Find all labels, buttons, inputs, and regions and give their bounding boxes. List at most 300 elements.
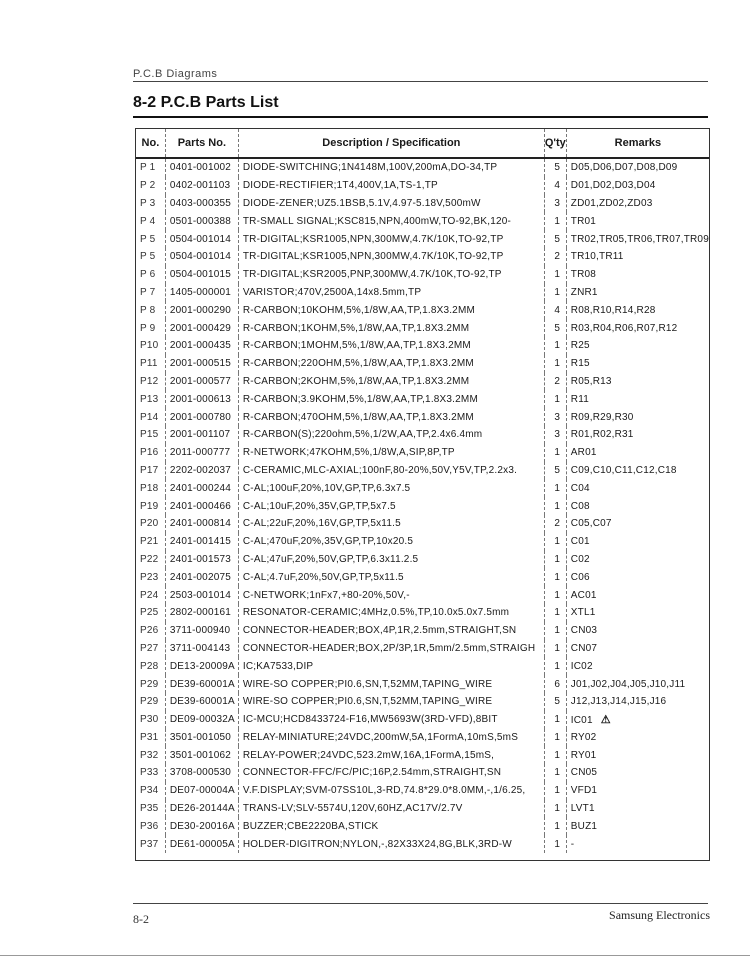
cell-description-text: RELAY-POWER;24VDC,523.2mW,16A,1FormA,15mS,	[242, 749, 495, 761]
cell-description	[238, 586, 544, 604]
cell-remarks-text: C05,C07	[570, 518, 612, 530]
cell-no-text: P36	[140, 820, 159, 832]
cell-no-text: P28	[140, 660, 159, 672]
table-row	[136, 729, 709, 747]
table-row	[136, 266, 709, 284]
cell-remarks	[566, 444, 709, 462]
cell-no-text: P19	[140, 500, 159, 512]
cell-no	[136, 479, 165, 497]
cell-remarks	[566, 764, 709, 782]
table-row	[136, 622, 709, 640]
cell-remarks-text: IC01	[570, 715, 593, 727]
cell-remarks	[566, 479, 709, 497]
header-qty: Q'ty	[544, 129, 566, 158]
header-remarks: Remarks	[566, 129, 709, 158]
cell-description-text: TRANS-LV;SLV-5574U,120V,60HZ,AC17V/2.7V	[242, 803, 463, 815]
cell-qty-text: 1	[554, 785, 561, 797]
cell-description-text: CONNECTOR-HEADER;BOX,4P,1R,2.5mm,STRAIGHT,SN	[242, 625, 517, 637]
cell-no	[136, 711, 165, 729]
cell-no	[136, 195, 165, 213]
cell-description-text: RELAY-MINIATURE;24VDC,200mW,5A,1FormA,10mS,5mS	[242, 731, 519, 743]
cell-qty	[544, 711, 566, 729]
cell-qty	[544, 426, 566, 444]
table-row	[136, 408, 709, 426]
cell-parts-no-text: 0501-000388	[169, 215, 231, 227]
cell-no	[136, 729, 165, 747]
cell-remarks-text: RY01	[570, 749, 597, 761]
table-row	[136, 462, 709, 480]
cell-parts-no	[165, 230, 238, 248]
cell-no	[136, 230, 165, 248]
cell-parts-no	[165, 586, 238, 604]
cell-parts-no	[165, 782, 238, 800]
cell-parts-no-text: 0402-001103	[169, 180, 231, 192]
cell-description	[238, 693, 544, 711]
cell-remarks	[566, 266, 709, 284]
cell-remarks	[566, 301, 709, 319]
cell-no-text: P16	[140, 447, 159, 459]
cell-qty-text: 3	[554, 429, 561, 441]
cell-description-text: R-NETWORK;47KOHM,5%,1/8W,A,SIP,8P,TP	[242, 447, 455, 459]
cell-qty-text: 5	[554, 322, 561, 334]
cell-remarks-text: R05,R13	[570, 375, 612, 387]
cell-parts-no	[165, 337, 238, 355]
cell-no	[136, 390, 165, 408]
cell-parts-no-text: 3711-004143	[169, 642, 231, 654]
table-row	[136, 711, 709, 729]
table-row	[136, 319, 709, 337]
cell-parts-no-text: 2401-001573	[169, 553, 231, 565]
cell-parts-no	[165, 746, 238, 764]
cell-parts-no	[165, 533, 238, 551]
cell-remarks	[566, 177, 709, 195]
cell-no	[136, 248, 165, 266]
cell-qty	[544, 622, 566, 640]
cell-description	[238, 568, 544, 586]
cell-parts-no-text: 1405-000001	[169, 286, 231, 298]
cell-remarks-text: IC02	[570, 660, 593, 672]
cell-no-text: P22	[140, 553, 159, 565]
cell-parts-no-text: 2401-000466	[169, 500, 231, 512]
cell-parts-no	[165, 622, 238, 640]
cell-description	[238, 301, 544, 319]
cell-parts-no-text: 0504-001015	[169, 269, 231, 281]
cell-remarks	[566, 284, 709, 302]
cell-remarks	[566, 337, 709, 355]
cell-parts-no-text: DE61-00005A	[169, 838, 235, 850]
cell-no	[136, 764, 165, 782]
cell-remarks	[566, 675, 709, 693]
cell-remarks	[566, 782, 709, 800]
cell-parts-no	[165, 301, 238, 319]
cell-no	[136, 462, 165, 480]
table-row	[136, 248, 709, 266]
cell-no	[136, 835, 165, 853]
cell-description-text: R-CARBON;220OHM,5%,1/8W,AA,TP,1.8X3.2MM	[242, 358, 474, 370]
header-description: Description / Specification	[238, 129, 544, 158]
cell-parts-no-text: 2401-000814	[169, 518, 231, 530]
cell-remarks	[566, 604, 709, 622]
cell-parts-no	[165, 248, 238, 266]
table-row	[136, 604, 709, 622]
table-row	[136, 479, 709, 497]
cell-description-text: R-CARBON;2KOHM,5%,1/8W,AA,TP,1.8X3.2MM	[242, 375, 470, 387]
table-row	[136, 640, 709, 658]
cell-qty	[544, 746, 566, 764]
page-number: 8-2	[133, 912, 149, 926]
cell-remarks-text: J01,J02,J04,J05,J10,J11	[570, 678, 686, 690]
cell-parts-no	[165, 657, 238, 675]
table-row	[136, 284, 709, 302]
cell-qty	[544, 195, 566, 213]
cell-qty-text: 1	[554, 625, 561, 637]
cell-remarks	[566, 568, 709, 586]
cell-qty	[544, 373, 566, 391]
cell-no	[136, 800, 165, 818]
cell-no-text: P 7	[140, 286, 156, 298]
cell-qty-text: 1	[554, 803, 561, 815]
table-row	[136, 301, 709, 319]
table-row	[136, 426, 709, 444]
cell-description-text: C-AL;47uF,20%,50V,GP,TP,6.3x11.2.5	[242, 553, 419, 565]
cell-parts-no	[165, 266, 238, 284]
cell-description-text: C-CERAMIC,MLC-AXIAL;100nF,80-20%,50V,Y5V,TP,2.2x3.	[242, 464, 518, 476]
cell-remarks-text: LVT1	[570, 803, 595, 815]
cell-remarks-text: D01,D02,D03,D04	[570, 180, 656, 192]
cell-description-text: TR-SMALL SIGNAL;KSC815,NPN,400mW,TO-92,BK,120-	[242, 215, 512, 227]
cell-no	[136, 622, 165, 640]
table-row	[136, 533, 709, 551]
cell-remarks-text: R09,R29,R30	[570, 411, 634, 423]
cell-parts-no-text: 3711-000940	[169, 625, 231, 637]
cell-qty	[544, 462, 566, 480]
cell-remarks	[566, 390, 709, 408]
cell-description-text: TR-DIGITAL;KSR2005,PNP,300MW,4.7K/10K,TO-92,TP	[242, 269, 502, 281]
cell-qty	[544, 657, 566, 675]
cell-qty-text: 1	[554, 749, 561, 761]
cell-no	[136, 551, 165, 569]
bottom-rule	[0, 955, 750, 956]
cell-description	[238, 319, 544, 337]
cell-qty	[544, 497, 566, 515]
cell-no-text: P31	[140, 731, 159, 743]
cell-remarks	[566, 230, 709, 248]
cell-parts-no	[165, 212, 238, 230]
cell-qty-text: 1	[554, 482, 561, 494]
cell-no	[136, 604, 165, 622]
cell-no	[136, 158, 165, 177]
cell-no	[136, 586, 165, 604]
cell-remarks	[566, 800, 709, 818]
cell-qty-text: 3	[554, 197, 561, 209]
table-row	[136, 515, 709, 533]
cell-qty	[544, 675, 566, 693]
cell-qty	[544, 444, 566, 462]
cell-description	[238, 479, 544, 497]
cell-no-text: P12	[140, 375, 159, 387]
parts-table	[136, 129, 709, 853]
cell-parts-no	[165, 426, 238, 444]
cell-parts-no	[165, 195, 238, 213]
cell-no	[136, 640, 165, 658]
cell-remarks	[566, 693, 709, 711]
cell-parts-no	[165, 764, 238, 782]
cell-no	[136, 515, 165, 533]
cell-description-text: C-AL;22uF,20%,16V,GP,TP,5x11.5	[242, 518, 401, 530]
cell-remarks	[566, 551, 709, 569]
cell-qty	[544, 408, 566, 426]
header-no: No.	[136, 129, 165, 158]
cell-remarks	[566, 426, 709, 444]
cell-parts-no-text: DE39-60001A	[169, 678, 235, 690]
cell-remarks-text: C02	[570, 553, 590, 565]
table-row	[136, 230, 709, 248]
cell-remarks-text: C08	[570, 500, 590, 512]
cell-parts-no-text: DE09-00032A	[169, 714, 235, 726]
cell-parts-no	[165, 462, 238, 480]
cell-description	[238, 533, 544, 551]
cell-no-text: P14	[140, 411, 159, 423]
cell-no-text: P 3	[140, 197, 156, 209]
footer-rule	[133, 903, 708, 904]
cell-description	[238, 800, 544, 818]
cell-no-text: P18	[140, 482, 159, 494]
title-rule	[133, 116, 708, 118]
cell-qty-text: 4	[554, 180, 561, 192]
cell-qty	[544, 515, 566, 533]
cell-qty	[544, 693, 566, 711]
cell-remarks-text: VFD1	[570, 785, 598, 797]
cell-remarks	[566, 515, 709, 533]
cell-qty	[544, 782, 566, 800]
cell-remarks-text: C01	[570, 536, 590, 548]
cell-qty	[544, 568, 566, 586]
cell-remarks	[566, 533, 709, 551]
cell-qty-text: 1	[554, 286, 561, 298]
cell-parts-no	[165, 800, 238, 818]
cell-parts-no-text: DE26-20144A	[169, 803, 235, 815]
cell-no	[136, 266, 165, 284]
cell-remarks-text: TR02,TR05,TR06,TR07,TR09	[570, 233, 709, 245]
header-rule	[133, 81, 708, 82]
cell-description-text: R-CARBON;1MOHM,5%,1/8W,AA,TP,1.8X3.2MM	[242, 340, 471, 352]
cell-qty-text: 1	[554, 447, 561, 459]
table-row	[136, 817, 709, 835]
cell-qty	[544, 551, 566, 569]
cell-description-text: DIODE-SWITCHING;1N4148M,100V,200mA,DO-34,TP	[242, 162, 498, 174]
table-row	[136, 390, 709, 408]
cell-remarks-text: ZNR1	[570, 286, 598, 298]
cell-qty-text: 1	[554, 269, 561, 281]
cell-description	[238, 408, 544, 426]
cell-description-text: R-CARBON;470OHM,5%,1/8W,AA,TP,1.8X3.2MM	[242, 411, 474, 423]
cell-remarks-text: BUZ1	[570, 820, 598, 832]
cell-qty-text: 1	[554, 767, 561, 779]
cell-description	[238, 248, 544, 266]
cell-remarks-text: C06	[570, 571, 590, 583]
cell-remarks-text: XTL1	[570, 607, 596, 619]
cell-no	[136, 355, 165, 373]
cell-description	[238, 782, 544, 800]
cell-no-text: P11	[140, 358, 158, 370]
cell-parts-no-text: 2401-001415	[169, 536, 231, 548]
cell-parts-no	[165, 729, 238, 747]
cell-parts-no	[165, 568, 238, 586]
cell-description	[238, 230, 544, 248]
cell-qty-text: 1	[554, 571, 561, 583]
cell-qty-text: 2	[554, 518, 561, 530]
cell-no-text: P23	[140, 571, 159, 583]
cell-description	[238, 515, 544, 533]
cell-description-text: VARISTOR;470V,2500A,14x8.5mm,TP	[242, 286, 422, 298]
table-body	[136, 158, 709, 853]
cell-no	[136, 337, 165, 355]
cell-no-text: P34	[140, 785, 159, 797]
cell-parts-no	[165, 711, 238, 729]
cell-remarks	[566, 212, 709, 230]
cell-description-text: V.F.DISPLAY;SVM-07SS10L,3-RD,74.8*29.0*8.0MM,-,1/6.25,	[242, 785, 526, 797]
cell-no-text: P 5	[140, 233, 156, 245]
cell-description-text: C-AL;4.7uF,20%,50V,GP,TP,5x11.5	[242, 571, 404, 583]
table-row	[136, 212, 709, 230]
cell-no-text: P26	[140, 625, 159, 637]
cell-qty-text: 1	[554, 820, 561, 832]
cell-parts-no	[165, 444, 238, 462]
cell-remarks-text: CN07	[570, 642, 598, 654]
cell-qty-text: 1	[554, 340, 561, 352]
cell-no	[136, 817, 165, 835]
cell-qty-text: 5	[554, 162, 561, 174]
cell-description-text: R-CARBON;3.9KOHM,5%,1/8W,AA,TP,1.8X3.2MM	[242, 393, 478, 405]
cell-qty	[544, 355, 566, 373]
cell-remarks	[566, 835, 709, 853]
table-row	[136, 764, 709, 782]
cell-parts-no	[165, 355, 238, 373]
cell-description	[238, 551, 544, 569]
cell-description	[238, 675, 544, 693]
cell-no	[136, 746, 165, 764]
cell-description	[238, 373, 544, 391]
header-parts-no: Parts No.	[165, 129, 238, 158]
cell-remarks	[566, 373, 709, 391]
cell-parts-no	[165, 284, 238, 302]
table-row	[136, 568, 709, 586]
cell-remarks	[566, 746, 709, 764]
table-row	[136, 355, 709, 373]
cell-description-text: C-AL;100uF,20%,10V,GP,TP,6.3x7.5	[242, 482, 411, 494]
cell-no	[136, 426, 165, 444]
cell-remarks	[566, 729, 709, 747]
cell-remarks-text: CN03	[570, 625, 598, 637]
cell-parts-no	[165, 817, 238, 835]
cell-remarks	[566, 462, 709, 480]
cell-description-text: DIODE-RECTIFIER;1T4,400V,1A,TS-1,TP	[242, 180, 438, 192]
cell-qty	[544, 248, 566, 266]
cell-no	[136, 675, 165, 693]
cell-parts-no	[165, 390, 238, 408]
cell-qty	[544, 319, 566, 337]
cell-description	[238, 212, 544, 230]
cell-no-text: P29	[140, 678, 159, 690]
cell-parts-no-text: 2001-000290	[169, 304, 231, 316]
cell-description-text: C-AL;10uF,20%,35V,GP,TP,5x7.5	[242, 500, 396, 512]
cell-description-text: WIRE-SO COPPER;PI0.6,SN,T,52MM,TAPING_WIRE	[242, 678, 493, 690]
cell-no-text: P 4	[140, 215, 156, 227]
cell-parts-no-text: 2001-000435	[169, 340, 231, 352]
cell-qty-text: 5	[554, 464, 561, 476]
cell-parts-no-text: 2001-001107	[169, 429, 231, 441]
cell-description	[238, 604, 544, 622]
cell-description-text: IC-MCU;HCD8433724-F16,MW5693W(3RD-VFD),8BIT	[242, 714, 498, 726]
cell-remarks	[566, 355, 709, 373]
cell-description-text: BUZZER;CBE2220BA,STICK	[242, 820, 379, 832]
cell-qty-text: 2	[554, 375, 561, 387]
cell-no-text: P 8	[140, 304, 156, 316]
cell-qty-text: 1	[554, 553, 561, 565]
cell-parts-no-text: 2001-000613	[169, 393, 231, 405]
cell-parts-no-text: DE07-00004A	[169, 785, 235, 797]
cell-no	[136, 212, 165, 230]
cell-no-text: P32	[140, 749, 159, 761]
cell-no-text: P 2	[140, 180, 156, 192]
cell-remarks	[566, 408, 709, 426]
cell-qty	[544, 230, 566, 248]
cell-parts-no-text: 2503-001014	[169, 589, 231, 601]
cell-remarks-text: -	[570, 838, 575, 850]
cell-remarks-text: R25	[570, 340, 590, 352]
page-title: 8-2 P.C.B Parts List	[133, 94, 279, 111]
cell-description-text: CONNECTOR-HEADER;BOX,2P/3P,1R,5mm/2.5mm,STRAIGH	[242, 642, 536, 654]
cell-remarks	[566, 711, 709, 729]
cell-qty-text: 3	[554, 411, 561, 423]
cell-no-text: P 5	[140, 251, 156, 263]
cell-remarks	[566, 158, 709, 177]
cell-description	[238, 497, 544, 515]
cell-remarks	[566, 248, 709, 266]
cell-qty-text: 5	[554, 696, 561, 708]
cell-parts-no	[165, 408, 238, 426]
cell-description-text: TR-DIGITAL;KSR1005,NPN,300MW,4.7K/10K,TO-92,TP	[242, 233, 504, 245]
cell-description-text: DIODE-ZENER;UZ5.1BSB,5.1V,4.97-5.18V,500mW	[242, 197, 481, 209]
table-row	[136, 337, 709, 355]
cell-no-text: P25	[140, 607, 159, 619]
cell-parts-no-text: 2202-002037	[169, 464, 231, 476]
cell-qty	[544, 212, 566, 230]
cell-no	[136, 497, 165, 515]
cell-description	[238, 284, 544, 302]
cell-qty-text: 1	[554, 642, 561, 654]
cell-description-text: R-CARBON;10KOHM,5%,1/8W,AA,TP,1.8X3.2MM	[242, 304, 476, 316]
cell-remarks-text: CN05	[570, 767, 598, 779]
table-row	[136, 373, 709, 391]
cell-description	[238, 462, 544, 480]
cell-description-text: WIRE-SO COPPER;PI0.6,SN,T,52MM,TAPING_WIRE	[242, 696, 493, 708]
cell-description	[238, 764, 544, 782]
cell-parts-no-text: 0403-000355	[169, 197, 231, 209]
cell-description-text: HOLDER-DIGITRON;NYLON,-,82X33X24,8G,BLK,3RD-W	[242, 838, 512, 850]
cell-description-text: C-NETWORK;1nFx7,+80-20%,50V,-	[242, 589, 410, 601]
cell-qty	[544, 301, 566, 319]
cell-qty-text: 4	[554, 304, 561, 316]
cell-qty-text: 1	[554, 607, 561, 619]
cell-qty	[544, 533, 566, 551]
cell-no-text: P13	[140, 393, 159, 405]
cell-parts-no	[165, 835, 238, 853]
table-row	[136, 746, 709, 764]
cell-remarks-text: AC01	[570, 589, 597, 601]
cell-no	[136, 693, 165, 711]
table-row	[136, 800, 709, 818]
